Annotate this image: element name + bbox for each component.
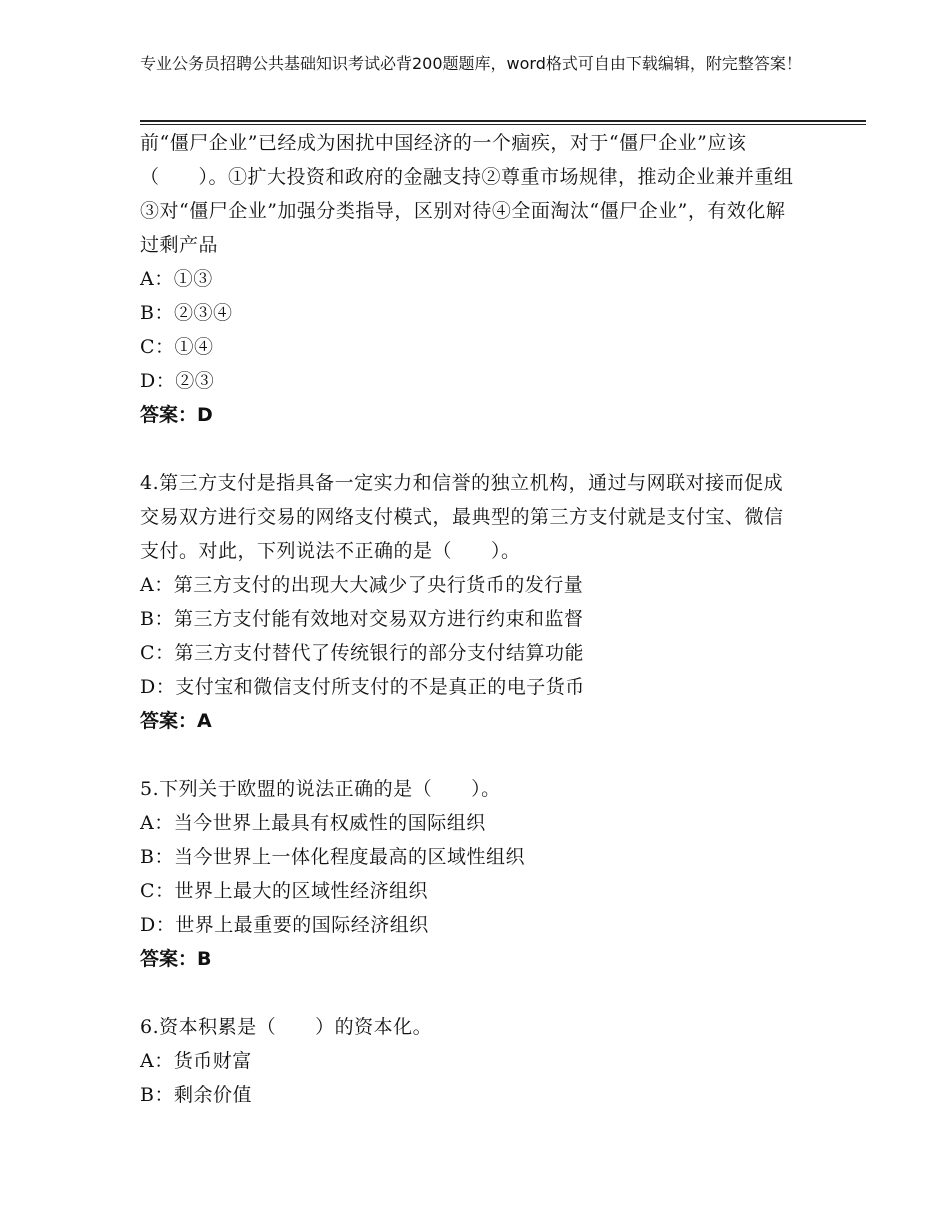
header-rule-thick bbox=[140, 120, 866, 122]
option-b: B：②③④ bbox=[140, 302, 233, 324]
option-d: D：支付宝和微信支付所支付的不是真正的电子货币 bbox=[140, 676, 585, 698]
question-block bbox=[140, 772, 800, 976]
option-d: D：世界上最重要的国际经济组织 bbox=[140, 914, 429, 936]
answer: 答案：A bbox=[140, 710, 212, 732]
option-c: C：世界上最大的区域性经济组织 bbox=[140, 880, 429, 902]
question-list bbox=[140, 126, 800, 1146]
option-c: C：①④ bbox=[140, 336, 214, 358]
question-stem: 6.资本积累是（ ）的资本化。 bbox=[140, 1016, 433, 1038]
page-header: 专业公务员招聘公共基础知识考试必背200题题库，word格式可自由下载编辑，附完整答案！ bbox=[140, 54, 802, 73]
option-b: B：当今世界上一体化程度最高的区域性组织 bbox=[140, 846, 525, 868]
question-stem: 前“僵尸企业”已经成为困扰中国经济的一个痼疾，对于“僵尸企业”应该（ ）。①扩大投资和政府的金融支持②尊重市场规律，推动企业兼并重组③对“僵尸企业”加强分类指导，区别对待④全面淘汰“僵尸企业”，有效化解过剩产品 bbox=[140, 132, 794, 256]
option-d: D：②③ bbox=[140, 370, 215, 392]
question-block bbox=[140, 126, 800, 432]
option-a: A：①③ bbox=[140, 268, 213, 290]
option-b: B：剩余价值 bbox=[140, 1084, 252, 1106]
question-stem: 5.下列关于欧盟的说法正确的是（ ）。 bbox=[140, 778, 501, 800]
answer: 答案：D bbox=[140, 404, 213, 426]
option-a: A：当今世界上最具有权威性的国际组织 bbox=[140, 812, 486, 834]
option-a: A：货币财富 bbox=[140, 1050, 252, 1072]
answer: 答案：B bbox=[140, 948, 212, 970]
option-c: C：第三方支付替代了传统银行的部分支付结算功能 bbox=[140, 642, 585, 664]
option-a: A：第三方支付的出现大大减少了央行货币的发行量 bbox=[140, 574, 584, 596]
question-block bbox=[140, 466, 800, 738]
option-b: B：第三方支付能有效地对交易双方进行约束和监督 bbox=[140, 608, 584, 630]
question-block bbox=[140, 1010, 800, 1112]
question-stem: 4.第三方支付是指具备一定实力和信誉的独立机构，通过与网联对接而促成交易双方进行交易的网络支付模式，最典型的第三方支付就是支付宝、微信支付。对此，下列说法不正确的是（ ）。 bbox=[140, 472, 784, 562]
header-rule-thin bbox=[140, 124, 866, 125]
